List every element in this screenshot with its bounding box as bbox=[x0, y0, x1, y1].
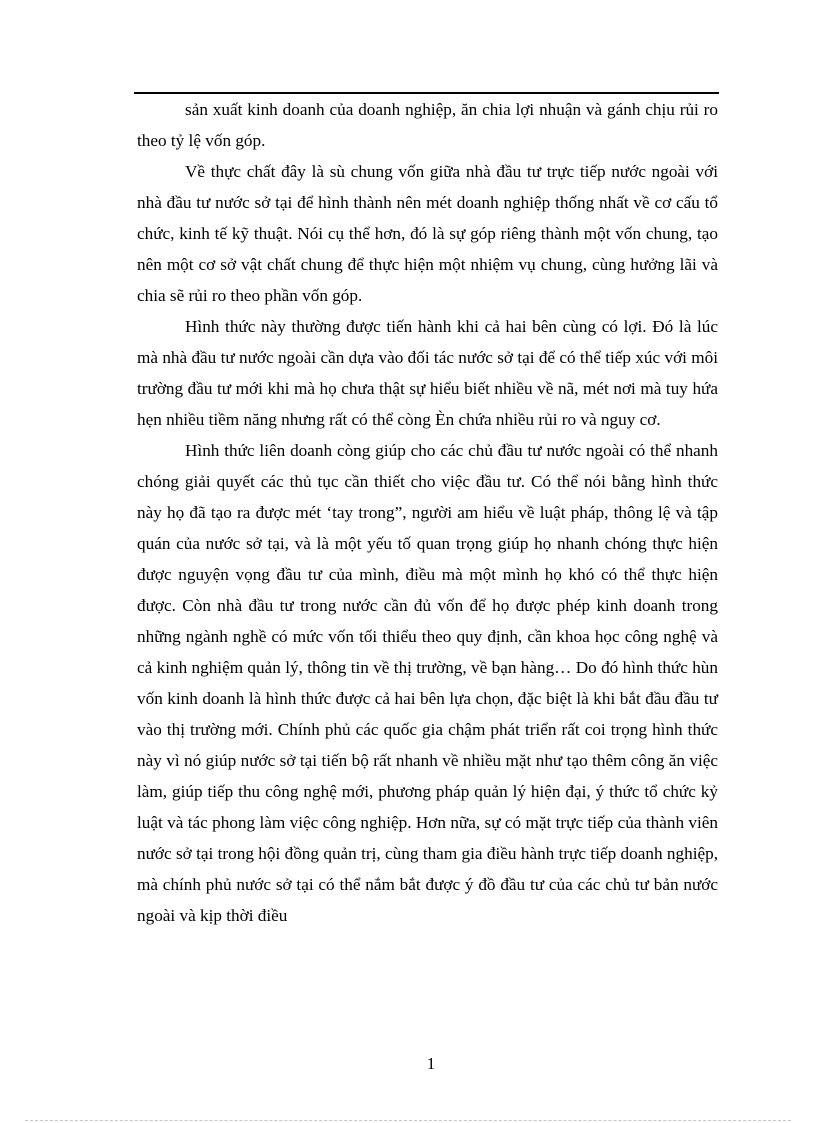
paragraph-joint-venture-nature: Về thực chất đây là sù chung vốn giữa nhà đầu tư trực tiếp nước ngoài với nhà đầu tư nước sở tại để hình thành nên mét doanh nghiệp thống nhất về cơ cấu tổ chức, kinh tế kỹ thuật. Nói cụ thể hơn, đó là sự góp riêng thành một vốn chung, tạo nên một cơ sở vật chất chung để thực hiện một nhiệm vụ chung, cùng hưởng lãi và chia sẽ rủi ro theo phần vốn góp. bbox=[137, 162, 718, 305]
page-bottom-edge bbox=[25, 1120, 791, 1121]
document-body bbox=[137, 94, 718, 931]
paragraph-procedures-benefits: Hình thức liên doanh còng giúp cho các chủ đầu tư nước ngoài có thể nhanh chóng giải quyết các thủ tục cần thiết cho việc đầu tư. Có thể nói bằng hình thức này họ đã tạo ra được mét ‘tay trong”, người am hiểu về luật pháp, thông lệ và tập quán của nước sở tại, và là một yếu tố quan trọng giúp họ nhanh chóng thực hiện được nguyện vọng đầu tư của mình, điều mà một mình họ khó có thể thực hiện được. Còn nhà đầu tư trong nước cần đủ vốn để họ được phép kinh doanh trong những ngành nghề có mức vốn tối thiểu theo quy định, cần khoa học công nghệ và cả kinh nghiệm quản lý, thông tin về thị trường, về bạn hàng… Do đó hình thức hùn vốn kinh doanh là hình thức được cả hai bên lựa chọn, đặc biệt là khi bắt đầu đầu tư vào thị trường mới. Chính phủ các quốc gia chậm phát triển rất coi trọng hình thức này vì nó giúp nước sở tại tiến bộ rất nhanh về nhiều mặt như tạo thêm công ăn việc làm, giúp tiếp thu công nghệ mới, phương pháp quản lý hiện đại, ý thức tổ chức kỷ luật và tác phong làm việc công nghiệp. Hơn nữa, sự có mặt trực tiếp của thành viên nước sở tại trong hội đồng quản trị, cùng tham gia điều hành trực tiếp doanh nghiệp, mà chính phủ nước sở tại có thể nắm bắt được ý đồ đầu tư của các chủ tư bản nước ngoài và kịp thời điều bbox=[137, 441, 718, 925]
page-number: 1 bbox=[426, 1054, 436, 1073]
paragraph-mutual-benefit: Hình thức này thường được tiến hành khi cả hai bên cùng có lợi. Đó là lúc mà nhà đầu tư nước ngoài cần dựa vào đối tác nước sở tại để có thể tiếp xúc với môi trường đầu tư mới khi mà họ chưa thật sự hiểu biết nhiều về nã, mét nơi mà tuy hứa hẹn nhiều tiềm năng nhưng rất có thể còng Èn chứa nhiều rủi ro và nguy cơ. bbox=[137, 317, 718, 429]
paragraph-continuation: sản xuất kinh doanh của doanh nghiệp, ăn chia lợi nhuận và gánh chịu rủi ro theo tỷ lệ vốn góp. bbox=[137, 100, 718, 150]
